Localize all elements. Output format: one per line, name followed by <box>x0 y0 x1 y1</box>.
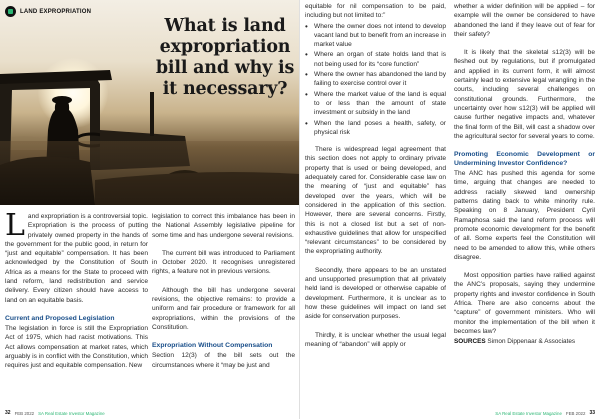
sources-label: SOURCES <box>454 338 486 346</box>
paragraph: It is likely that the skeletal s12(3) will be fleshed out by regulations, but if promulgated and applied in its current form, it will almost certainly lead to extensive legal wrangling in the courts, including several challenges on constitutional grounds. Furthermore, the uncertainty over how s12(3) will be applied will cause further negative impacts and, whatever the final form of the Bill, will cast a shadow over the agricultural sector for several years to come. <box>454 49 595 140</box>
list-item: • When the land poses a health, safety, or physical risk <box>305 119 446 138</box>
list-item: • Where an organ of state holds land that is not being used for its “core function” <box>305 50 446 69</box>
right-column-2 <box>454 2 595 347</box>
drop-cap: L <box>5 208 25 243</box>
left-column-2 <box>152 212 295 379</box>
paragraph: Secondly, there appears to be an unstated and unsupported presumption that all privately held land is developed or otherwise capable of development. Furthermore, it is unclear as to how these guidelines will impact on land set aside for conservation purposes. <box>305 266 446 321</box>
footer-publication: SA Real Estate Investor Magazine <box>38 410 105 416</box>
nil-compensation-list <box>305 22 446 138</box>
paragraph: Most opposition parties have rallied against the ANC’s proposals, saying they undermine property rights and investor confidence in South Africa. There are also concerns about the “capture” of government ministers. Who will monitor the implementation of the bill when it becomes law? <box>454 272 595 335</box>
footer-right <box>495 410 595 416</box>
footer-left <box>5 410 105 416</box>
paragraph: whether a wider definition will be applied – for example will the owner be considered to have abandoned the land if they leave out of fear for their safety? <box>454 3 595 38</box>
intro-paragraph <box>5 208 148 305</box>
article-headline: What is land expropriation bill and why is it necessary? <box>155 16 295 99</box>
sources-value: Simon Dippenaar & Associates <box>487 338 576 346</box>
list-item: • Where the owner does not intend to develop vacant land but to benefit from an increase in market value <box>305 22 446 50</box>
paragraph: Although the bill has undergone several revisions, the objective remains: to provide a uniform and fair procedure or framework for all expropriations, within the provisions of the Constitution. <box>152 286 295 331</box>
section-tag <box>5 6 91 17</box>
footer-date: FEB 2022 <box>565 410 586 416</box>
sources-credit <box>454 337 595 346</box>
paragraph: Section 12(3) of the bill sets out the circumstances where it “may be just and <box>152 352 295 369</box>
heading-current-legislation: Current and Proposed Legislation <box>5 314 115 322</box>
heading-economic-development: Promoting Economic Development or Undermining Investor Confidence? <box>454 151 595 168</box>
footer-publication: SA Real Estate Investor Magazine <box>495 410 562 416</box>
right-page <box>300 0 600 419</box>
paragraph: The ANC has pushed this agenda for some time, arguing that changes are needed to address racially skewed land ownership patterns dating back to white minority rule. Speaking on 8 January, President Cyril Ramaphosa said the land reform process will promote economic development for the benefit of all. Some experts feel the Constitution will need to be amended to allow this, while others disagree. <box>454 170 595 261</box>
paragraph: legislation to correct this imbalance has been in the National Assembly legislative pipeline for some time and has undergone several revisions. <box>152 213 295 239</box>
paragraph: The current bill was introduced to Parliament in October 2020. It recognises unregistered rights, a feature not in previous versions. <box>152 249 295 276</box>
footer-date: FEB 2022 <box>14 410 35 416</box>
page-number: 32 <box>5 410 11 416</box>
section-tag-label: LAND EXPROPRIATION <box>20 8 92 15</box>
intro-text: and expropriation is a controversial topic. Expropriation is the process of putting privately owned property in the hands of the government for the public good, in return for “just and equitable” compensation. It has been acknowledged by the Constitution of South Africa as a means for the State to proceed with land reform, land redistribution and service delivery. Every citizen should have access to land on an equitable basis. <box>5 213 148 304</box>
heading-expropriation-without-compensation: Expropriation Without Compensation <box>152 342 273 350</box>
page-number: 33 <box>589 410 595 416</box>
paragraph: The legislation in force is still the Expropriation Act of 1975, which had racist motivations. This Act allows compensation at market rates, which arguably is in conflict with the Constitution, which requires just and equitable compensation. New <box>5 324 148 370</box>
left-column-1 <box>5 208 148 379</box>
right-column-1 <box>305 2 446 358</box>
list-item: • Where the market value of the land is equal to or less than the amount of state investment or subsidy in the land <box>305 90 446 118</box>
field-foreground <box>0 141 300 205</box>
paragraph: equitable for nil compensation to be paid, including but not limited to:” <box>305 3 446 20</box>
list-item: • Where the owner has abandoned the land by failing to exercise control over it <box>305 70 446 89</box>
section-marker-icon <box>5 6 16 17</box>
paragraph: There is widespread legal agreement that this section does not apply to ordinary private property that is used or being developed, and adequately cared for. Considerable case law on the meaning of “just and equitable” has developed over the years, which will be considered in the application of this section. However, there are several concerns. Firstly, this is not a closed list but a set of non-exhaustive guidelines that allow for unspecified “relevant circumstances” to be considered by the expropriating authority. <box>305 146 446 256</box>
paragraph: Thirdly, it is unclear whether the usual legal meaning of “abandon” will apply or <box>305 331 446 348</box>
